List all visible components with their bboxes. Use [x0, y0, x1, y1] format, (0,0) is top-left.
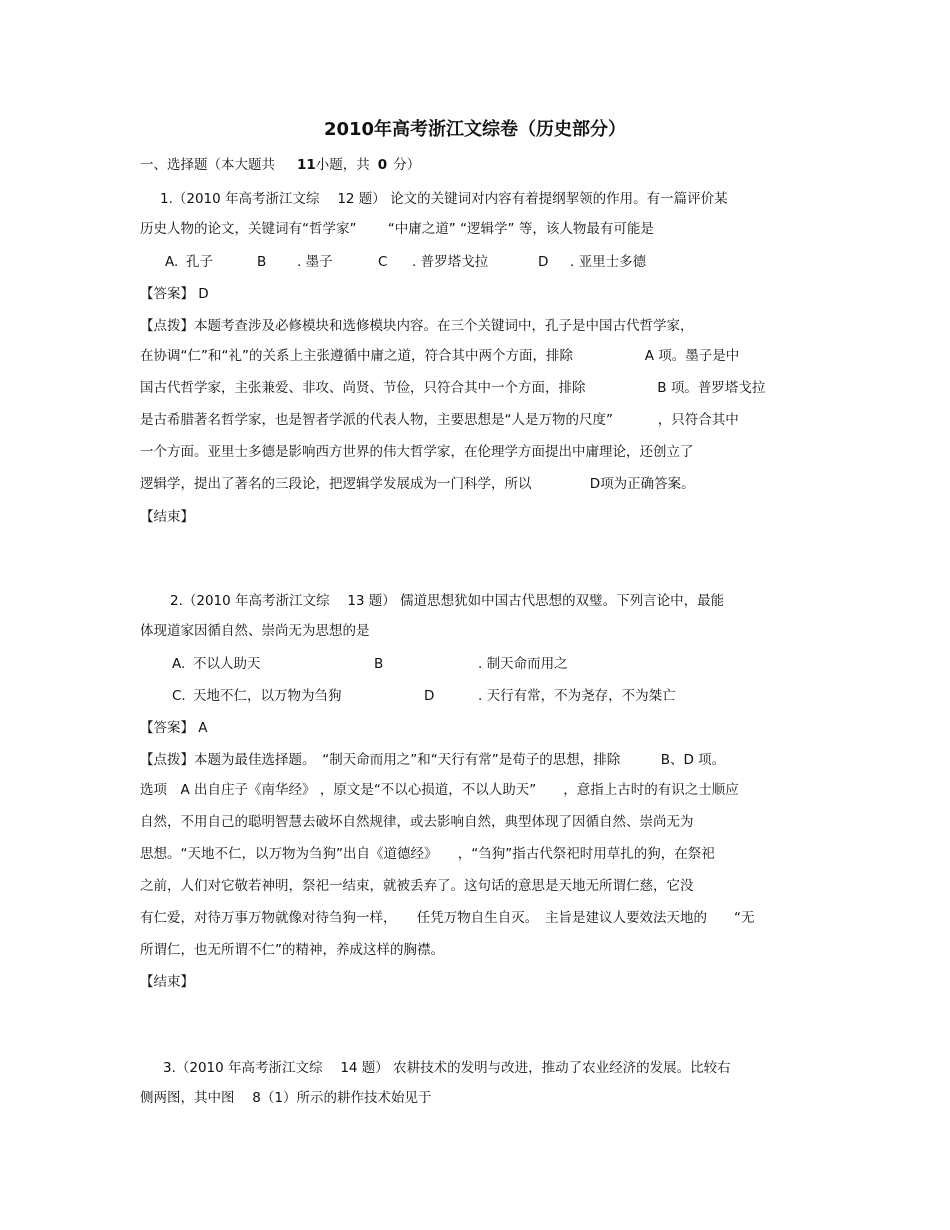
answer-value: A [198, 720, 208, 736]
q1-option-c-text: . 普罗塔戈拉 [412, 254, 489, 270]
q1-analysis-line-4: 是古希腊著名哲学家，也是智者学派的代表人物，主要思想是“人是万物的尺度” ，只符合其中 [140, 412, 739, 428]
q3-stem-line-2: 侧两图，其中图 8（1）所示的耕作技术始见于 [140, 1090, 432, 1106]
q2-stem-line-1: 2.（2010 年高考浙江文综 13 题） 儒道思想犹如中国古代思想的双璧。下列言论中，最能 [170, 593, 725, 609]
q1-analysis-line-3: 国古代哲学家，主张兼爱、非攻、尚贤、节俭，只符合其中一个方面，排除 B 项。普罗塔戈拉 [140, 380, 766, 396]
q1-analysis-line-1: 【点拨】本题考查涉及必修模块和选修模块内容。在三个关键词中，孔子是中国古代哲学家， [140, 318, 694, 334]
q2-option-c-letter: C. [172, 688, 186, 704]
q2-analysis-line-5: 之前，人们对它敬若神明，祭祀一结束，就被丢弃了。这句话的意思是天地无所谓仁慈，它没 [140, 878, 694, 894]
q1-option-b-text: . 墨子 [297, 254, 333, 270]
q2-stem-line-2: 体现道家因循自然、崇尚无为思想的是 [140, 623, 370, 639]
q2-option-b-letter: B [374, 656, 384, 672]
q2-analysis-line-7: 所谓仁，也无所谓不仁”的精神，养成这样的胸襟。 [140, 942, 444, 958]
q1-option-a-letter: A. [165, 254, 179, 270]
section-heading [140, 155, 420, 175]
q1-option-d-letter: D [538, 254, 549, 270]
section-suffix: 分） [393, 157, 421, 173]
q1-analysis-line-6: 逻辑学，提出了著名的三段论，把逻辑学发展成为一门科学，所以 D项为正确答案。 [140, 476, 695, 492]
q3-stem-line-1: 3.（2010 年高考浙江文综 14 题） 农耕技术的发明与改进，推动了农业经济的发展。比较右 [163, 1060, 731, 1076]
q1-stem-line-1: 1.（2010 年高考浙江文综 12 题） 论文的关键词对内容有着提纲挈领的作用。有一篇评价某 [160, 191, 728, 207]
q2-analysis-line-2: 选项 A 出自庄子《南华经》 ，原文是“不以心损道，不以人助天” ，意指上古时的有识之士顺应 [140, 782, 739, 798]
q2-analysis-line-4: 思想。“天地不仁，以万物为刍狗”出自《道德经》 ，“刍狗”指古代祭祀时用草扎的狗，在祭祀 [140, 846, 715, 862]
q2-analysis-line-3: 自然，不用自己的聪明智慧去破坏自然规律，或去影响自然，典型体现了因循自然、崇尚无为 [140, 814, 694, 830]
q1-option-b-letter: B [257, 254, 267, 270]
score-total: 0 [377, 157, 388, 173]
q2-option-d-letter: D [424, 688, 435, 704]
q1-option-a-text: 孔子 [186, 254, 213, 270]
q1-end-marker: 【结束】 [140, 509, 194, 525]
q2-analysis-line-1: 【点拨】本题为最佳选择题。 “制天命而用之”和“天行有常”是荀子的思想，排除 B、D 项。 [140, 752, 726, 768]
q2-end-marker: 【结束】 [140, 974, 194, 990]
question-count: 11 [297, 157, 316, 173]
q2-option-c-text: 天地不仁，以万物为刍狗 [193, 688, 342, 704]
q2-option-a-letter: A. [172, 656, 186, 672]
document-title: 2010年高考浙江文综卷（历史部分） [323, 119, 627, 140]
q1-option-d-text: . 亚里士多德 [570, 254, 647, 270]
q2-analysis-line-6: 有仁爱，对待万事万物就像对待刍狗一样， 任凭万物自生自灭。 主旨是建议人要效法天地的 “无 [140, 910, 755, 926]
q2-option-d-text: . 天行有常，不为尧存，不为桀亡 [478, 688, 676, 704]
q1-option-c-letter: C [378, 254, 388, 270]
q2-option-b-text: . 制天命而用之 [478, 656, 568, 672]
section-middle: 小题，共 [315, 157, 370, 173]
answer-label: 【答案】 [140, 286, 194, 302]
q2-answer [140, 718, 208, 738]
answer-value: D [198, 286, 209, 302]
answer-label: 【答案】 [140, 720, 194, 736]
q1-analysis-line-2: 在协调“仁”和“礼”的关系上主张遵循中庸之道，符合其中两个方面，排除 A 项。墨子是中 [140, 348, 740, 364]
q1-stem-line-2: 历史人物的论文，关键词有“哲学家” “中庸之道” “逻辑学” 等，该人物最有可能是 [140, 221, 654, 237]
q2-option-a-text: 不以人助天 [193, 656, 261, 672]
q1-answer [140, 284, 209, 304]
q1-analysis-line-5: 一个方面。亚里士多德是影响西方世界的伟大哲学家，在伦理学方面提出中庸理论，还创立了 [140, 444, 694, 460]
section-prefix: 一、选择题（本大题共 [140, 157, 275, 173]
